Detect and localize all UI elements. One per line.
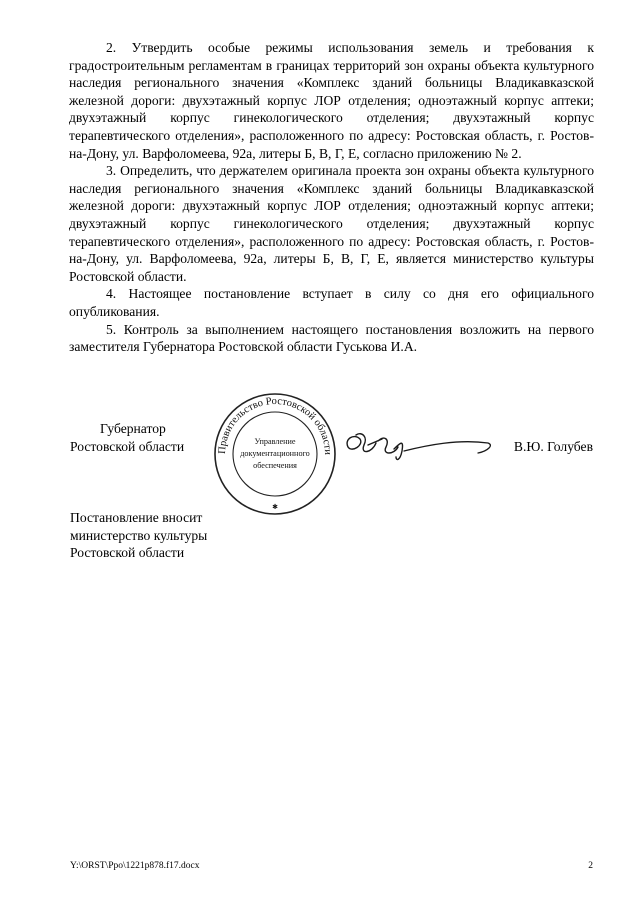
- official-seal-stamp: [210, 390, 340, 518]
- handwritten-signature: [338, 425, 498, 465]
- submitted-line2: министерство культуры: [70, 527, 208, 543]
- svg-text:✱: ✱: [272, 503, 278, 511]
- seal-ring-text: Правительство Ростовской области: [216, 395, 334, 456]
- paragraph-2: 2. Утвердить особые режимы использования земель и требования к градостроительным регламентам в границах территорий зон охраны объекта культурного наследия регионального значения «Комплекс зданий больницы Владикавказской железной дороги: двухэтажный корпус ЛОР отделения; одноэтажный корпус аптеки; двухэтажный корпус гинекологического отделения; двухэтажный корпус терапевтического отделения», расположенного по адресу: Ростовская область, г. Ростов-на-Дону, ул. Варфоломеева, 92а, литеры Б, В, Г, Е, согласно приложению № 2.: [69, 40, 594, 161]
- paragraph-4: 4. Настоящее постановление вступает в силу со дня его официального опубликования.: [69, 286, 594, 319]
- paragraph-3: 3. Определить, что держателем оригинала проекта зон охраны объекта культурного наследия регионального значения «Комплекс зданий больницы Владикавказской железной дороги: двухэтажный корпус ЛОР отделения; одноэтажный корпус аптеки; двухэтажный корпус гинекологического отделения; двухэтажный корпус терапевтического отделения», расположенного по адресу: Ростовская область, г. Ростов-на-Дону, ул. Варфоломеева, 92а, литеры Б, В, Г, Е, является министерство культуры Ростовской области.: [69, 163, 594, 284]
- governor-title-line2: Ростовской области: [70, 438, 185, 454]
- seal-center-line3: обеспечения: [253, 461, 297, 470]
- submitted-line3: Ростовской области: [70, 545, 185, 561]
- seal-center-line1: Управление: [254, 437, 296, 446]
- submitted-by-block: [70, 509, 207, 562]
- governor-title: [70, 420, 210, 455]
- paragraph-5: 5. Контроль за выполнением настоящего постановления возложить на первого заместителя Губернатора Ростовской области Гуськова И.А.: [69, 321, 594, 355]
- governor-title-line1: Губернатор: [100, 421, 166, 436]
- governor-name: В.Ю. Голубев: [513, 439, 593, 454]
- footer-file-path: Y:\ORST\Ppo\1221p878.f17.docx: [70, 861, 200, 871]
- seal-center-line2: документационного: [240, 449, 310, 458]
- document-body: [69, 39, 594, 356]
- footer-page-number: 2: [588, 861, 593, 871]
- submitted-line1: Постановление вносит: [70, 510, 203, 525]
